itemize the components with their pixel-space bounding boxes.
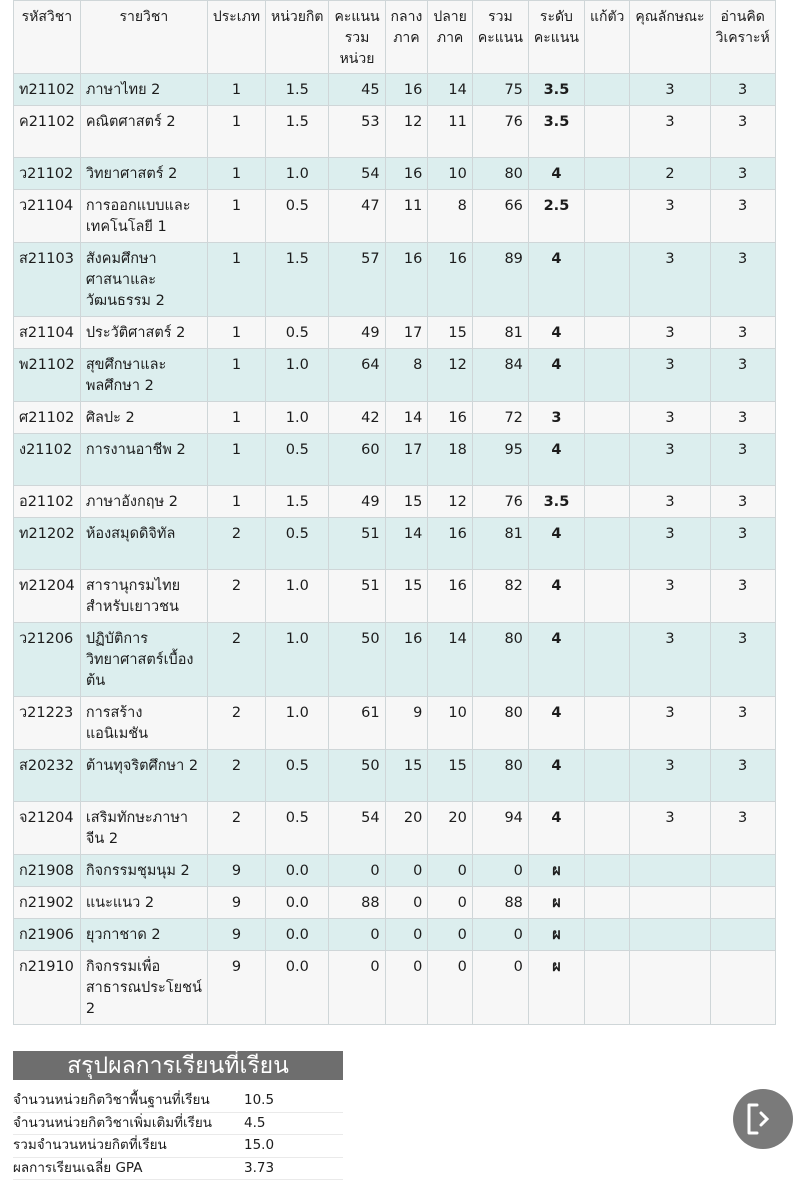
course-code: ง21102 [14,434,81,486]
final-score: 0 [428,855,473,887]
final-score: 0 [428,919,473,951]
midterm-score: 9 [385,697,428,750]
reading-score: 3 [710,317,775,349]
total-score: 72 [472,402,528,434]
trait-score: 3 [630,518,710,570]
course-credit: 0.0 [266,951,329,1025]
midterm-score: 15 [385,486,428,518]
table-header-row [14,1,776,74]
total-score: 80 [472,750,528,802]
reading-score: 3 [710,349,775,402]
course-name: สารานุกรมไทยสำหรับเยาวชน [80,570,207,623]
midterm-score: 0 [385,855,428,887]
unit-score: 57 [329,243,385,317]
course-credit: 0.5 [266,434,329,486]
table-row [14,623,776,697]
final-score: 18 [428,434,473,486]
total-score: 0 [472,855,528,887]
unit-score: 0 [329,855,385,887]
course-type: 1 [207,486,265,518]
grade-level: 4 [528,434,584,486]
retake-cell [584,486,629,518]
retake-cell [584,434,629,486]
course-type: 2 [207,802,265,855]
course-code: ก21902 [14,887,81,919]
course-type: 1 [207,243,265,317]
summary-value: 4.5 [244,1113,343,1135]
reading-score [710,919,775,951]
course-name: ยุวกาชาด 2 [80,919,207,951]
midterm-score: 0 [385,919,428,951]
expand-icon [745,1099,771,1139]
course-credit: 1.0 [266,402,329,434]
grade-level: 4 [528,518,584,570]
reading-score: 3 [710,518,775,570]
grade-level: 4 [528,750,584,802]
summary-label: จำนวนหน่วยกิตวิชาเพิ่มเติมที่เรียน [13,1113,244,1135]
trait-score: 3 [630,190,710,243]
unit-score: 49 [329,486,385,518]
reading-score: 3 [710,486,775,518]
total-score: 81 [472,518,528,570]
course-type: 9 [207,887,265,919]
trait-score: 3 [630,349,710,402]
table-row [14,855,776,887]
unit-score: 0 [329,951,385,1025]
unit-score: 88 [329,887,385,919]
trait-score [630,887,710,919]
course-type: 1 [207,158,265,190]
reading-score: 3 [710,623,775,697]
course-name: แนะแนว 2 [80,887,207,919]
reading-score [710,855,775,887]
header-reading: อ่านคิด วิเคราะห์ [710,1,775,74]
table-row [14,317,776,349]
midterm-score: 0 [385,887,428,919]
reading-score: 3 [710,402,775,434]
course-code: ส21104 [14,317,81,349]
midterm-score: 16 [385,158,428,190]
reading-score: 3 [710,106,775,158]
course-name: วิทยาศาสตร์ 2 [80,158,207,190]
table-row [14,919,776,951]
retake-cell [584,243,629,317]
course-code: ก21908 [14,855,81,887]
final-score: 16 [428,570,473,623]
trait-score: 3 [630,486,710,518]
retake-cell [584,750,629,802]
summary-title: สรุปผลการเรียนที่เรียน [13,1051,343,1080]
course-name: สังคมศึกษา ศาสนาและวัฒนธรรม 2 [80,243,207,317]
course-name: ภาษาอังกฤษ 2 [80,486,207,518]
course-code: จ21204 [14,802,81,855]
course-type: 2 [207,623,265,697]
grades-table [13,0,776,1025]
course-credit: 1.5 [266,74,329,106]
total-score: 95 [472,434,528,486]
grade-level: 3 [528,402,584,434]
course-credit: 0.0 [266,855,329,887]
midterm-score: 16 [385,623,428,697]
trait-score: 2 [630,158,710,190]
course-name: ศิลปะ 2 [80,402,207,434]
grade-level: 4 [528,158,584,190]
grade-level: 4 [528,802,584,855]
final-score: 10 [428,697,473,750]
floating-expand-button[interactable] [733,1089,793,1149]
total-score: 66 [472,190,528,243]
grade-level: ผ [528,951,584,1025]
course-name: การงานอาชีพ 2 [80,434,207,486]
retake-cell [584,855,629,887]
retake-cell [584,349,629,402]
reading-score: 3 [710,570,775,623]
course-credit: 0.5 [266,750,329,802]
course-type: 1 [207,349,265,402]
course-name: ประวัติศาสตร์ 2 [80,317,207,349]
header-grade: ระดับ คะแนน [528,1,584,74]
header-unit-score: คะแนน รวม หน่วย [329,1,385,74]
total-score: 76 [472,486,528,518]
final-score: 10 [428,158,473,190]
table-row [14,434,776,486]
table-row [14,486,776,518]
header-code: รหัสวิชา [14,1,81,74]
summary-row [13,1113,343,1136]
course-code: ส20232 [14,750,81,802]
final-score: 15 [428,750,473,802]
unit-score: 0 [329,919,385,951]
course-code: ส21103 [14,243,81,317]
course-name: ภาษาไทย 2 [80,74,207,106]
retake-cell [584,190,629,243]
course-credit: 0.5 [266,190,329,243]
summary-label: จำนวนหน่วยกิตวิชาพื้นฐานที่เรียน [13,1090,244,1112]
course-name: กิจกรรมเพื่อสาธารณประโยชน์ 2 [80,951,207,1025]
table-row [14,243,776,317]
reading-score [710,951,775,1025]
table-row [14,106,776,158]
course-credit: 0.5 [266,802,329,855]
course-credit: 0.0 [266,887,329,919]
course-credit: 0.5 [266,317,329,349]
trait-score: 3 [630,750,710,802]
final-score: 15 [428,317,473,349]
midterm-score: 17 [385,317,428,349]
total-score: 89 [472,243,528,317]
trait-score: 3 [630,802,710,855]
course-name: คณิตศาสตร์ 2 [80,106,207,158]
grade-level: 3.5 [528,106,584,158]
retake-cell [584,402,629,434]
reading-score: 3 [710,243,775,317]
total-score: 75 [472,74,528,106]
course-type: 1 [207,106,265,158]
table-row [14,951,776,1025]
retake-cell [584,518,629,570]
course-code: ท21202 [14,518,81,570]
unit-score: 49 [329,317,385,349]
retake-cell [584,802,629,855]
summary-row [13,1135,343,1158]
unit-score: 54 [329,802,385,855]
course-code: ก21906 [14,919,81,951]
unit-score: 51 [329,518,385,570]
course-type: 2 [207,697,265,750]
course-name: เสริมทักษะภาษาจีน 2 [80,802,207,855]
course-name: กิจกรรมชุมนุม 2 [80,855,207,887]
reading-score: 3 [710,158,775,190]
table-row [14,74,776,106]
unit-score: 42 [329,402,385,434]
header-total: รวม คะแนน [472,1,528,74]
midterm-score: 15 [385,750,428,802]
grade-level: ผ [528,919,584,951]
course-name: ปฏิบัติการวิทยาศาสตร์เบื้องต้น [80,623,207,697]
course-type: 1 [207,74,265,106]
course-type: 9 [207,855,265,887]
unit-score: 50 [329,623,385,697]
course-credit: 1.5 [266,106,329,158]
midterm-score: 16 [385,243,428,317]
header-retake: แก้ตัว [584,1,629,74]
reading-score: 3 [710,190,775,243]
course-code: ว21223 [14,697,81,750]
table-row [14,570,776,623]
final-score: 16 [428,243,473,317]
total-score: 80 [472,623,528,697]
grade-level: ผ [528,855,584,887]
course-code: ท21204 [14,570,81,623]
header-trait: คุณลักษณะ [630,1,710,74]
course-credit: 1.0 [266,697,329,750]
header-credit: หน่วยกิต [266,1,329,74]
final-score: 20 [428,802,473,855]
grade-level: 2.5 [528,190,584,243]
final-score: 16 [428,518,473,570]
table-row [14,802,776,855]
total-score: 82 [472,570,528,623]
course-code: ท21102 [14,74,81,106]
course-name: ห้องสมุดดิจิทัล [80,518,207,570]
course-type: 1 [207,190,265,243]
trait-score: 3 [630,434,710,486]
table-row [14,887,776,919]
reading-score: 3 [710,697,775,750]
reading-score: 3 [710,802,775,855]
retake-cell [584,106,629,158]
midterm-score: 14 [385,518,428,570]
unit-score: 47 [329,190,385,243]
header-subject: รายวิชา [80,1,207,74]
reading-score: 3 [710,74,775,106]
course-credit: 1.5 [266,486,329,518]
total-score: 88 [472,887,528,919]
unit-score: 54 [329,158,385,190]
retake-cell [584,697,629,750]
trait-score: 3 [630,623,710,697]
total-score: 84 [472,349,528,402]
retake-cell [584,74,629,106]
summary-label: ผลการเรียนเฉลี่ย GPA [13,1158,244,1180]
summary-list [13,1090,343,1180]
unit-score: 61 [329,697,385,750]
reading-score [710,887,775,919]
summary-panel [13,1051,343,1180]
course-code: ค21102 [14,106,81,158]
final-score: 11 [428,106,473,158]
reading-score: 3 [710,434,775,486]
final-score: 0 [428,887,473,919]
table-row [14,750,776,802]
course-credit: 1.0 [266,349,329,402]
table-row [14,402,776,434]
course-code: ว21102 [14,158,81,190]
course-code: ว21104 [14,190,81,243]
final-score: 8 [428,190,473,243]
retake-cell [584,317,629,349]
unit-score: 50 [329,750,385,802]
course-type: 1 [207,434,265,486]
final-score: 16 [428,402,473,434]
summary-row [13,1158,343,1180]
grade-level: 4 [528,243,584,317]
midterm-score: 14 [385,402,428,434]
course-type: 2 [207,570,265,623]
course-name: การออกแบบและเทคโนโลยี 1 [80,190,207,243]
midterm-score: 16 [385,74,428,106]
trait-score: 3 [630,317,710,349]
table-row [14,697,776,750]
grade-level: ผ [528,887,584,919]
grade-level: 4 [528,317,584,349]
unit-score: 53 [329,106,385,158]
trait-score: 3 [630,243,710,317]
course-credit: 1.0 [266,158,329,190]
total-score: 94 [472,802,528,855]
trait-score: 3 [630,570,710,623]
grade-level: 4 [528,570,584,623]
final-score: 14 [428,74,473,106]
trait-score: 3 [630,106,710,158]
table-row [14,349,776,402]
midterm-score: 15 [385,570,428,623]
total-score: 81 [472,317,528,349]
midterm-score: 20 [385,802,428,855]
total-score: 80 [472,697,528,750]
midterm-score: 11 [385,190,428,243]
trait-score [630,855,710,887]
grade-level: 4 [528,349,584,402]
course-name: ต้านทุจริตศึกษา 2 [80,750,207,802]
header-final: ปลาย ภาค [428,1,473,74]
course-code: อ21102 [14,486,81,518]
trait-score: 3 [630,402,710,434]
summary-value: 3.73 [244,1158,343,1180]
retake-cell [584,570,629,623]
unit-score: 60 [329,434,385,486]
final-score: 12 [428,349,473,402]
course-type: 1 [207,402,265,434]
table-row [14,190,776,243]
midterm-score: 0 [385,951,428,1025]
table-row [14,518,776,570]
course-credit: 1.5 [266,243,329,317]
unit-score: 45 [329,74,385,106]
total-score: 0 [472,951,528,1025]
total-score: 80 [472,158,528,190]
midterm-score: 17 [385,434,428,486]
unit-score: 51 [329,570,385,623]
trait-score [630,919,710,951]
trait-score: 3 [630,74,710,106]
final-score: 0 [428,951,473,1025]
total-score: 0 [472,919,528,951]
course-code: ก21910 [14,951,81,1025]
table-row [14,158,776,190]
retake-cell [584,919,629,951]
summary-value: 10.5 [244,1090,343,1112]
summary-row [13,1090,343,1113]
total-score: 76 [472,106,528,158]
final-score: 12 [428,486,473,518]
midterm-score: 8 [385,349,428,402]
grade-level: 4 [528,697,584,750]
course-credit: 0.5 [266,518,329,570]
trait-score: 3 [630,697,710,750]
grade-level: 3.5 [528,74,584,106]
header-type: ประเภท [207,1,265,74]
header-midterm: กลาง ภาค [385,1,428,74]
course-type: 9 [207,919,265,951]
retake-cell [584,158,629,190]
retake-cell [584,951,629,1025]
trait-score [630,951,710,1025]
course-code: ศ21102 [14,402,81,434]
summary-label: รวมจำนวนหน่วยกิตที่เรียน [13,1135,244,1157]
grade-level: 4 [528,623,584,697]
course-type: 2 [207,518,265,570]
course-code: ว21206 [14,623,81,697]
course-credit: 0.0 [266,919,329,951]
course-name: การสร้างแอนิเมชัน [80,697,207,750]
course-type: 1 [207,317,265,349]
reading-score: 3 [710,750,775,802]
unit-score: 64 [329,349,385,402]
course-type: 2 [207,750,265,802]
course-type: 9 [207,951,265,1025]
course-credit: 1.0 [266,570,329,623]
retake-cell [584,887,629,919]
summary-value: 15.0 [244,1135,343,1157]
course-code: พ21102 [14,349,81,402]
final-score: 14 [428,623,473,697]
retake-cell [584,623,629,697]
grade-level: 3.5 [528,486,584,518]
midterm-score: 12 [385,106,428,158]
course-name: สุขศึกษาและพลศึกษา 2 [80,349,207,402]
course-credit: 1.0 [266,623,329,697]
